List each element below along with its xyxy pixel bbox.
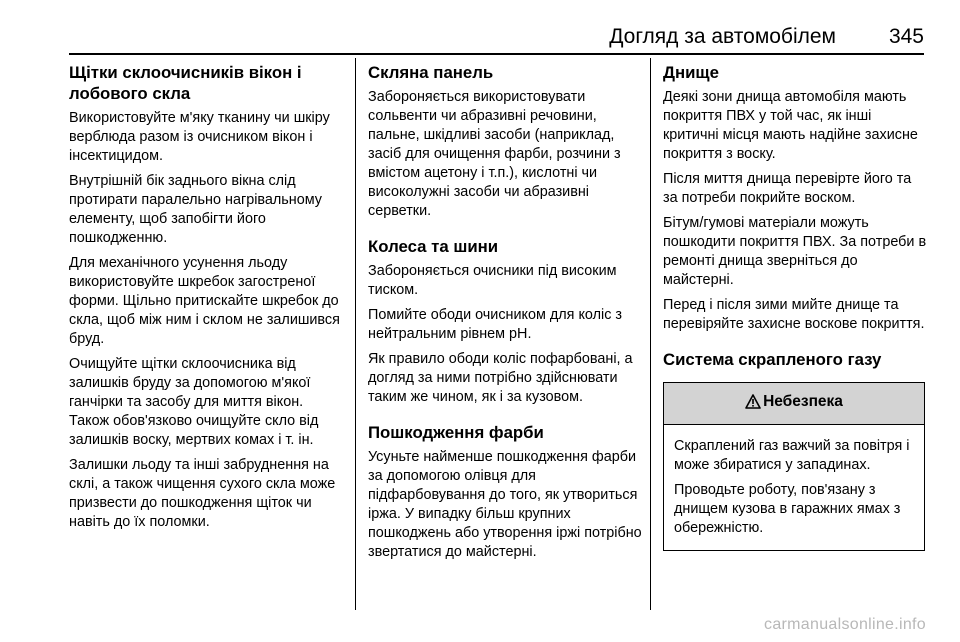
paragraph: Помийте ободи очисником для коліс з нейтральним рівнем pH. <box>368 307 622 342</box>
page-title: Догляд за автомобілем <box>609 25 836 48</box>
page-header <box>0 0 960 52</box>
paragraph: Забороняється очисники під високим тиском. <box>368 263 617 298</box>
paragraph: Деякі зони днища автомобіля мають покриття ПВХ у той час, як інші критичні місця мають надійне захисне покриття з воску. <box>663 89 918 162</box>
watermark: carmanualsonline.info <box>764 616 926 633</box>
section-heading-paint-damage: Пошкодження фарби <box>368 423 544 442</box>
paragraph: Бітум/гумові матеріали можуть пошкодити покриття ПВХ. За потреби в ремонті днища зверніться до майстерні. <box>663 215 927 288</box>
paragraph: Очищуйте щітки склоочисника від залишків бруду за допомогою м'якої ганчірки та засобу для миття вікон. Також обов'язково очищуйте скло від залишків воску, мертвих комах і т. ін. <box>69 356 319 448</box>
section-heading-wheels-tyres: Колеса та шини <box>368 237 499 256</box>
column-divider <box>355 58 356 610</box>
page-number: 345 <box>888 25 924 48</box>
paragraph: Внутрішній бік заднього вікна слід протирати паралельно нагрівальному елементу, щоб запобігти його пошкодженню. <box>69 173 322 246</box>
warning-title: Небезпека <box>763 393 843 410</box>
section-heading-glass-panel: Скляна панель <box>368 63 494 82</box>
paragraph: Для механічного усунення льоду використовуйте шкребок загостреної форми. Щільно притискайте шкребок до скла, щоб між ним і склом не залишився бруд. <box>69 255 340 347</box>
paragraph: Після миття днища перевірте його та за потреби покрийте воском. <box>663 171 912 206</box>
section-heading-underbody: Днище <box>663 63 719 82</box>
column-middle <box>368 62 644 568</box>
danger-warning-box <box>663 382 925 551</box>
column-left <box>69 62 347 538</box>
paragraph: Як правило ободи коліс пофарбовані, а догляд за ними потрібно здійснювати таким же чином, як і за кузовом. <box>368 351 633 405</box>
paragraph: Забороняється використовувати сольвенти чи абразивні речовини, пальне, шкідливі засоби (наприклад, засіб для очищення фарби, розчини з вмістом ацетону і т.п.), кислотні чи високолужні засоби чи абразивні серветки. <box>368 89 621 219</box>
header-rule <box>69 53 924 55</box>
warning-body <box>664 425 924 550</box>
section-heading-wipers: Щітки склоочисників вікон і лобового скла <box>69 63 302 103</box>
column-right <box>663 62 929 551</box>
paragraph: Проводьте роботу, пов'язану з днищем кузова в гаражних ямах з обережністю. <box>674 482 901 536</box>
paragraph: Залишки льоду та інші забруднення на склі, а також чищення сухого скла може призвести до пошкодження щіток чи навіть до їх поломки. <box>69 457 336 530</box>
section-heading-lpg-system: Система скрапленого газу <box>663 350 882 369</box>
warning-header <box>664 383 924 425</box>
paragraph: Усуньте найменше пошкодження фарби за допомогою олівця для підфарбовування до того, як утвориться іржа. У випадку більш крупних пошкоджень або утворення іржі потрібно звертатися до майстерні. <box>368 449 642 560</box>
paragraph: Перед і після зими мийте днище та перевіряйте захисне воскове покриття. <box>663 297 925 332</box>
paragraph: Використовуйте м'яку тканину чи шкіру верблюда разом із очисником вікон і інсектицидом. <box>69 110 330 164</box>
paragraph: Скраплений газ важчий за повітря і може збиратися у западинах. <box>674 438 910 473</box>
warning-triangle-icon <box>745 394 761 415</box>
column-divider <box>650 58 651 610</box>
